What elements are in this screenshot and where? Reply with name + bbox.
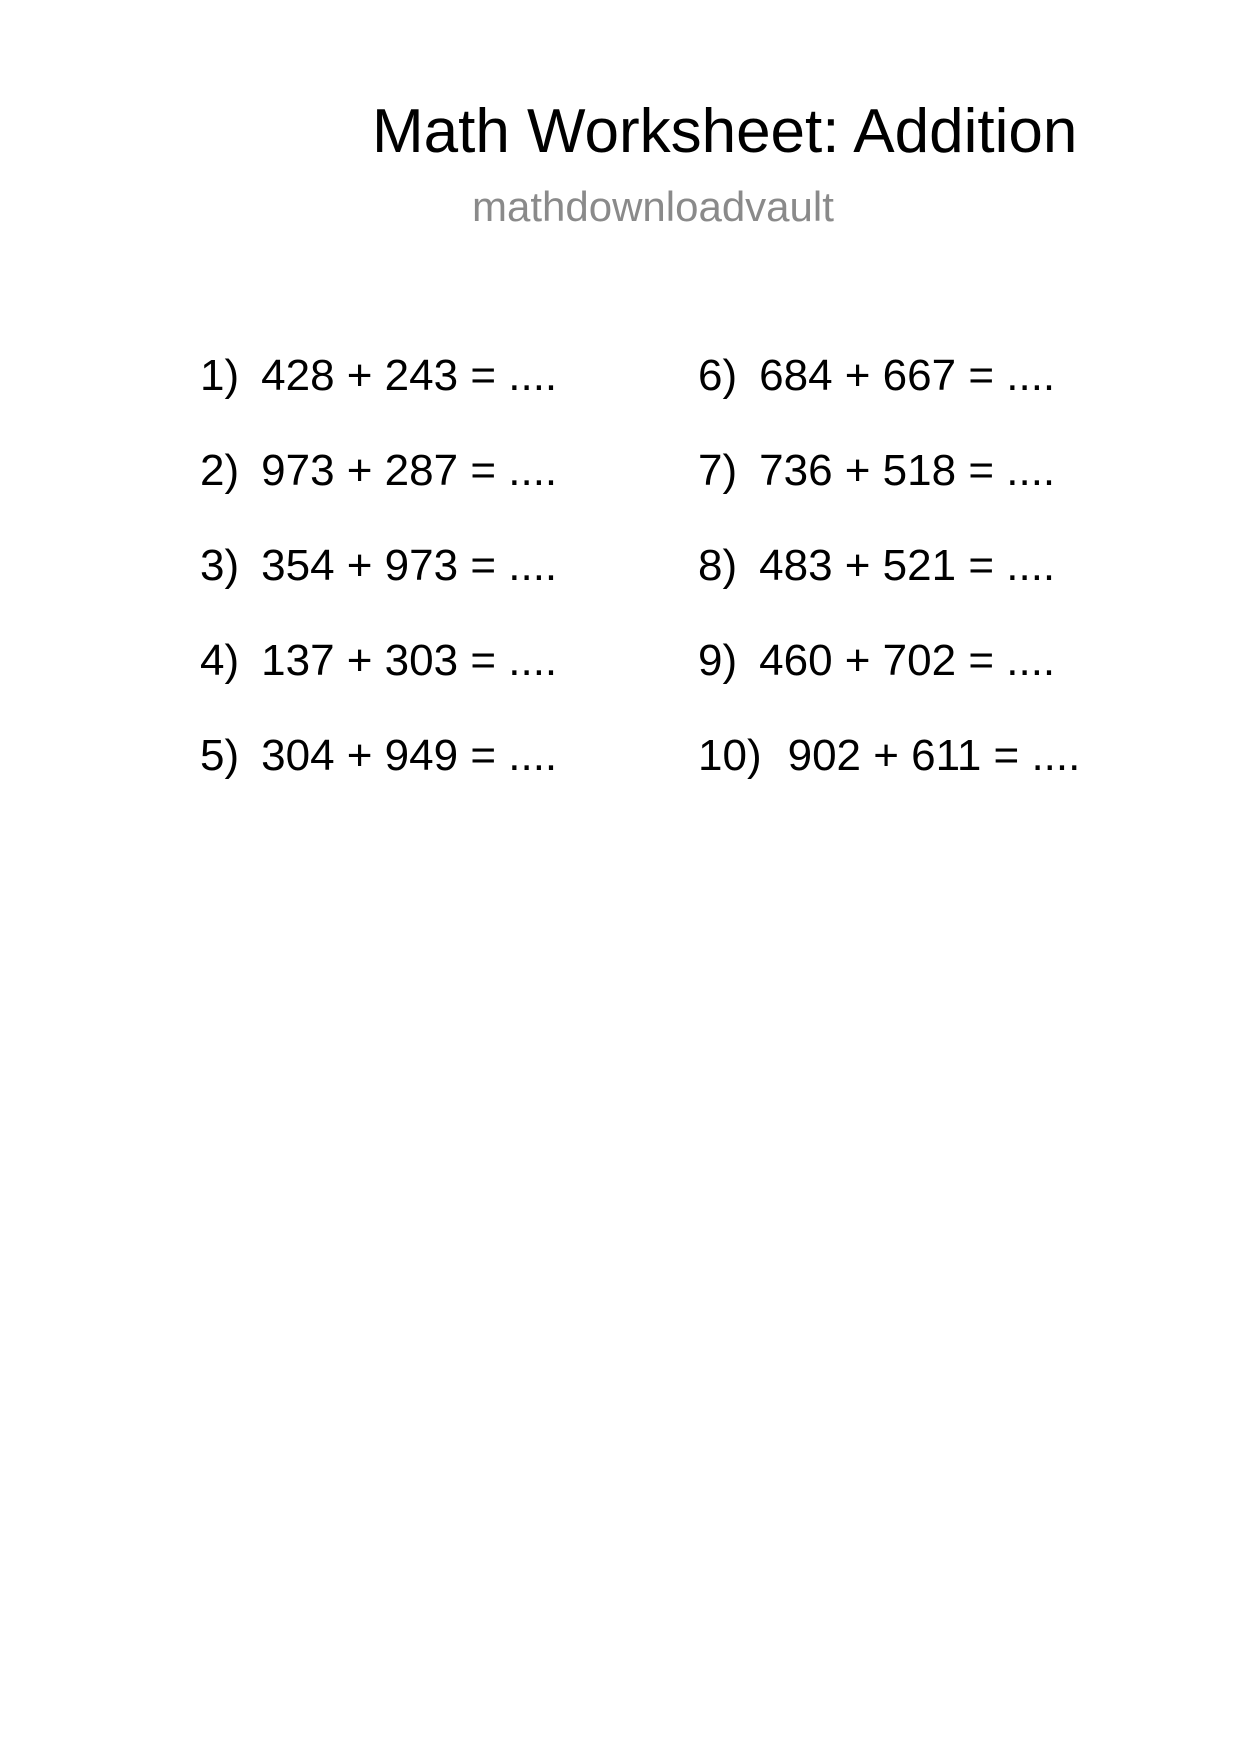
problem-number: 6) xyxy=(698,351,738,400)
problem-7 xyxy=(698,445,1055,497)
problem-4 xyxy=(200,635,557,687)
problem-3 xyxy=(200,540,557,592)
problem-number: 9) xyxy=(698,636,738,685)
problem-5 xyxy=(200,730,557,782)
problem-expression: 428 + 243 = .... xyxy=(261,351,558,400)
problem-number: 10) xyxy=(698,731,762,780)
problem-expression: 973 + 287 = .... xyxy=(261,446,558,495)
problem-expression: 137 + 303 = .... xyxy=(261,636,558,685)
problem-9 xyxy=(698,635,1055,687)
problem-number: 5) xyxy=(200,731,240,780)
problem-expression: 304 + 949 = .... xyxy=(261,731,558,780)
problem-6 xyxy=(698,350,1055,402)
problem-expression: 354 + 973 = .... xyxy=(261,541,558,590)
problem-expression: 684 + 667 = .... xyxy=(759,351,1056,400)
page-subtitle: mathdownloadvault xyxy=(472,183,834,230)
problem-expression: 460 + 702 = .... xyxy=(759,636,1056,685)
problem-expression: 736 + 518 = .... xyxy=(759,446,1056,495)
problem-number: 3) xyxy=(200,541,240,590)
problem-number: 8) xyxy=(698,541,738,590)
problem-number: 7) xyxy=(698,446,738,495)
problem-number: 2) xyxy=(200,446,240,495)
problem-8 xyxy=(698,540,1055,592)
problem-1 xyxy=(200,350,557,402)
problem-2 xyxy=(200,445,557,497)
problem-number: 4) xyxy=(200,636,240,685)
page-title: Math Worksheet: Addition xyxy=(372,97,1078,166)
problem-number: 1) xyxy=(200,351,240,400)
problem-10 xyxy=(698,730,1080,782)
problem-expression: 902 + 611 = .... xyxy=(787,731,1081,780)
problem-expression: 483 + 521 = .... xyxy=(759,541,1056,590)
